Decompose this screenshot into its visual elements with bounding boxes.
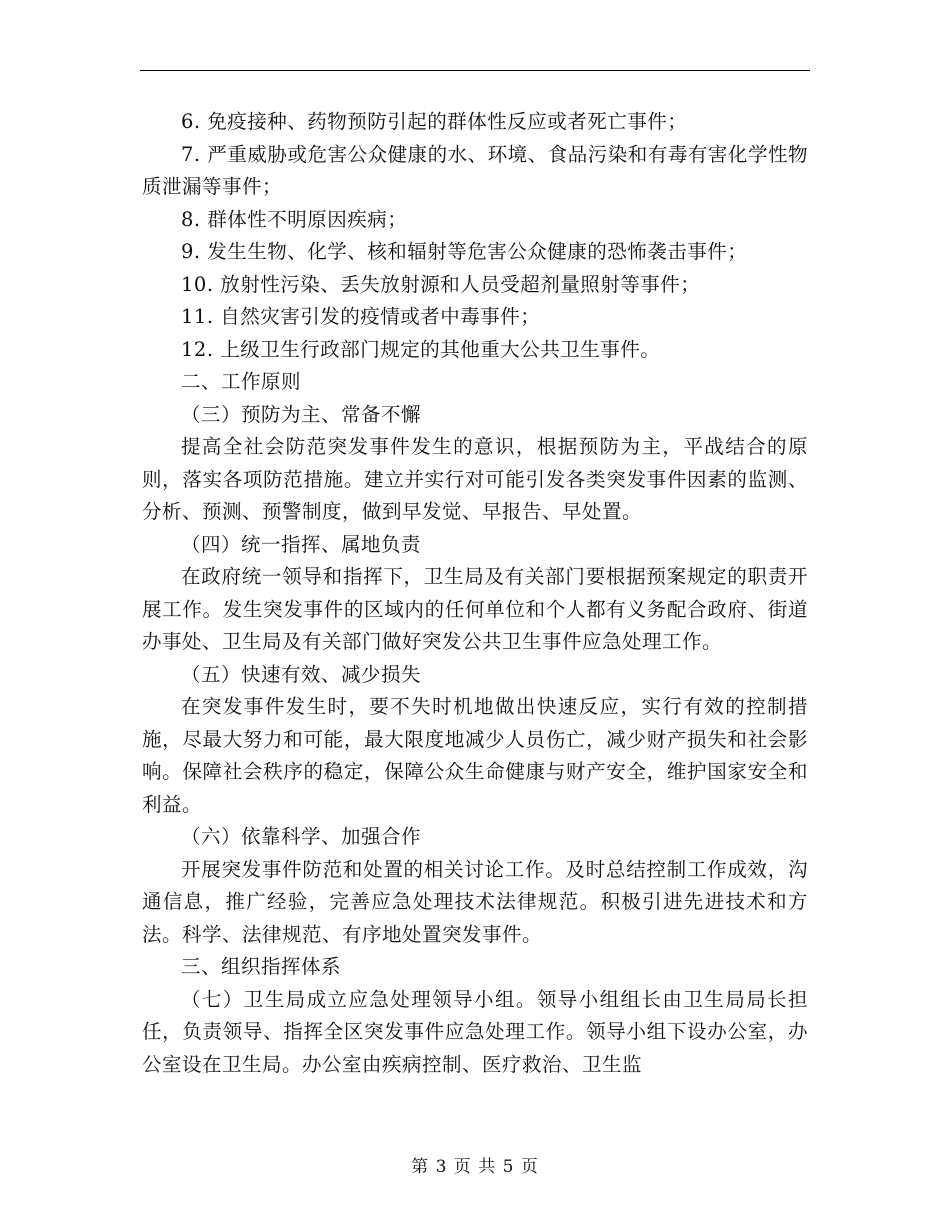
paragraph-science-cooperation: 开展突发事件防范和处置的相关讨论工作。及时总结控制工作成效，沟通信息，推广经验，完善应急处理技术法律规范。积极引进先进技术和方法。科学、法律规范、有序地处置突发事件。 [142,857,808,946]
paragraph-unified-command: 在政府统一领导和指挥下，卫生局及有关部门要根据预案规定的职责开展工作。发生突发事件的区域内的任何单位和个人都有义务配合政府、街道办事处、卫生局及有关部门做好突发公共卫生事件应急处理工作。 [142,565,808,653]
paragraph-prevention: 提高全社会防范突发事件发生的意识，根据预防为主，平战结合的原则，落实各项防范措施。建立并实行对可能引发各类突发事件因素的监测、分析、预测、预警制度，做到早发觉、早报告、早处置。 [142,435,808,523]
list-item-6: 6. 免疫接种、药物预防引起的群体性反应或者死亡事件； [181,110,688,133]
subheading-unified-command: （四）统一指挥、属地负责 [181,532,422,556]
paragraph-leadership-group: （七）卫生局成立应急处理领导小组。领导小组组长由卫生局局长担任，负责领导、指挥全区突发事件应急处理工作。领导小组下设办公室，办公室设在卫生局。办公室由疾病控制、医疗救治、卫生监 [142,987,808,1076]
list-item-12: 12. 上级卫生行政部门规定的其他重大公共卫生事件。 [181,337,661,361]
subheading-prevention: （三）预防为主、常备不懈 [181,402,422,426]
page-number-footer: 第 3 页 共 5 页 [411,1157,539,1177]
header-rule [140,70,810,71]
list-item-10: 10. 放射性污染、丢失放射源和人员受超剂量照射等事件； [181,272,701,296]
section-heading-command-system: 三、组织指挥体系 [181,955,342,978]
subheading-science-cooperation: （六）依靠科学、加强合作 [181,825,422,848]
subheading-rapid-response: （五）快速有效、减少损失 [181,662,422,686]
list-item-8: 8. 群体性不明原因疾病； [181,207,408,231]
list-item-11: 11. 自然灾害引发的疫情或者中毒事件； [181,305,541,328]
document-body [142,106,808,1081]
section-heading-work-principles: 二、工作原则 [181,370,302,393]
list-item-9: 9. 发生生物、化学、核和辐射等危害公众健康的恐怖袭击事件； [181,240,748,263]
list-item-7: 7. 严重威胁或危害公众健康的水、环境、食品污染和有毒有害化学性物质泄漏等事件； [142,142,808,198]
paragraph-rapid-response: 在突发事件发生时，要不失时机地做出快速反应，实行有效的控制措施，尽最大努力和可能，最大限度地减少人员伤亡，减少财产损失和社会影响。保障社会秩序的稳定，保障公众生命健康与财产安全，维护国家安全和利益。 [142,695,808,816]
